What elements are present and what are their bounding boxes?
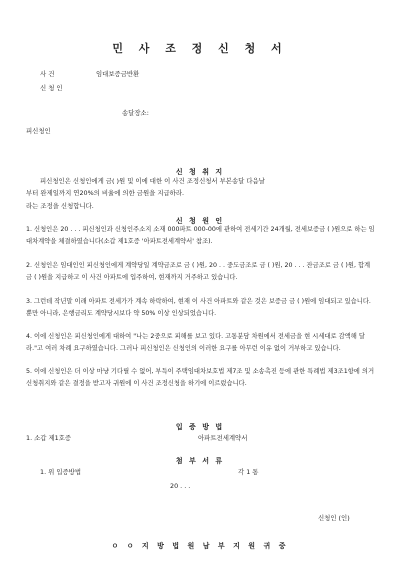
document-date: 20 . . .	[170, 482, 191, 490]
document-title: 민 사 조 정 신 청 서	[112, 42, 288, 55]
attachment-item: 1. 위 입증방법	[40, 468, 82, 476]
reason-item-5: 5. 이에 신청인은 더 이상 마냥 기다릴 수 없어, 부득이 주택임대차보호법 제7조 및 소송촉진 등에 관한 특례법 제3조1항에 의거 신청취지와 같은 결정을 받고자 귀원에 이 사건 조정신청을 하기에 이르렀습니다.	[26, 368, 375, 387]
evidence-number: 1. 소갑 제1호증	[26, 434, 72, 442]
evidence-name: 아파트전세계약서	[198, 434, 248, 442]
service-address-label: 송달장소:	[122, 109, 149, 117]
attachment-count: 각 1 통	[238, 468, 259, 476]
purpose-line-1: 피신청인은 신청인에게 금( )원 및 이에 대한 이 사건 조정신청서 부본송달 다음날	[40, 177, 265, 185]
evidence-heading: 입 증 방 법	[175, 423, 225, 431]
reason-item-1: 1. 신청인은 20 . . . 피신청인과 신청인주소지 소재 000파트 000-00에 관하여 전세기간 24개월, 전세보증금 ( )원으로 하는 임대차계약을 체결하였습니다(소갑 제1호증 '아파트전세계약서' 참조).	[26, 226, 375, 245]
applicant-signature: 신청인 (인)	[318, 514, 350, 522]
purpose-line-3: 라는 조정을 신청합니다.	[26, 202, 94, 210]
reason-item-2: 2. 신청인은 임대인인 피신청인에게 계약당일 계약금조로 금 ( )원, 20 . . 중도금조로 금 ( )원, 20 . . . 잔금조로 금 ( )원, 합계 금 ( )원을 지급하고 이 사건 아파트에 입주하여, 현재까지 거주하고 있습니다.	[26, 262, 371, 281]
reason-item-4: 4. 이에 신청인은 피신청인에게 대하여 "나는 2중으로 피해를 보고 있다. 고통분담 차원에서 전세금을 현 시세대로 감액해 달라."고 여러 차례 요구하였습니다. 그러나 피신청인은 신청인의 이러한 요구를 아무런 이유 없이 거부하고 있습니다.	[26, 333, 365, 352]
purpose-heading: 신 청 취 지	[175, 168, 225, 176]
purpose-line-2: 부터 완제일까지 연20%의 비율에 의한 금원을 지급하라.	[26, 189, 185, 197]
court-addressee: ㅇ ㅇ 지 방 법 원 남 부 지 원 귀 중	[111, 542, 289, 550]
attachments-heading: 첨 부 서 류	[175, 457, 225, 465]
reasons-heading: 신 청 원 인	[175, 217, 225, 225]
case-value: 임대보증금반환	[96, 70, 140, 78]
applicant-label: 신 청 인	[40, 84, 63, 92]
reason-item-3: 3. 그런데 작년말 이래 아파트 전세가가 계속 하락하여, 현재 이 사건 아파트와 같은 것은 보증금 금 ( )원에 임대되고 있습니다. 뿐만 아니라, 은행금리도 계약당시보다 약 50% 이상 인상되었습니다.	[26, 298, 371, 317]
respondent-label: 피신청인	[26, 127, 51, 135]
case-label: 사 건	[40, 70, 55, 78]
